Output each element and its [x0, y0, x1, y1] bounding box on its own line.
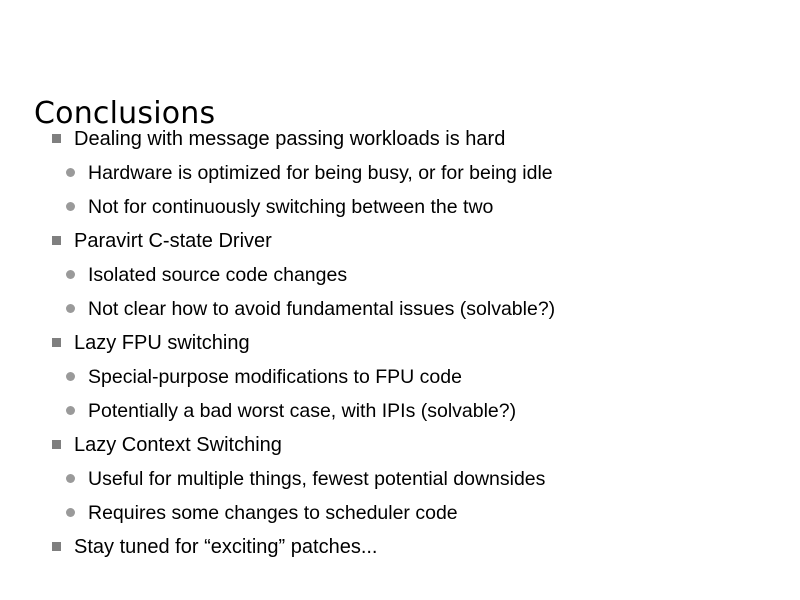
list-item-label: Useful for multiple things, fewest potential downsides [88, 468, 546, 490]
list-item [52, 430, 762, 464]
list-item [52, 192, 762, 226]
list-item [52, 158, 762, 192]
square-marker-icon [52, 440, 61, 449]
list-item [52, 226, 762, 260]
list-item-label: Hardware is optimized for being busy, or for being idle [88, 162, 553, 184]
bullet-list [52, 124, 762, 566]
disc-marker-icon [66, 304, 75, 313]
list-item-label: Not for continuously switching between the two [88, 196, 494, 218]
list-item-label: Dealing with message passing workloads is hard [74, 128, 506, 150]
list-item-label: Lazy FPU switching [74, 332, 250, 354]
page-title: Conclusions [34, 96, 216, 132]
disc-marker-icon [66, 168, 75, 177]
list-item [52, 464, 762, 498]
disc-marker-icon [66, 202, 75, 211]
list-item-label: Isolated source code changes [88, 264, 348, 286]
disc-marker-icon [66, 270, 75, 279]
list-item [52, 328, 762, 362]
list-item-label: Not clear how to avoid fundamental issues (solvable?) [88, 298, 556, 320]
disc-marker-icon [66, 474, 75, 483]
list-item-label: Requires some changes to scheduler code [88, 502, 458, 524]
list-item [52, 294, 762, 328]
list-item-label: Special-purpose modifications to FPU code [88, 366, 462, 388]
list-item [52, 260, 762, 294]
square-marker-icon [52, 338, 61, 347]
list-item [52, 498, 762, 532]
square-marker-icon [52, 542, 61, 551]
square-marker-icon [52, 236, 61, 245]
list-item-label: Potentially a bad worst case, with IPIs (solvable?) [88, 400, 517, 422]
disc-marker-icon [66, 508, 75, 517]
disc-marker-icon [66, 406, 75, 415]
list-item-label: Paravirt C-state Driver [74, 230, 272, 252]
list-item-label: Lazy Context Switching [74, 434, 282, 456]
disc-marker-icon [66, 372, 75, 381]
list-item-label: Stay tuned for “exciting” patches... [74, 536, 378, 558]
list-item [52, 532, 762, 566]
list-item [52, 396, 762, 430]
list-item [52, 124, 762, 158]
square-marker-icon [52, 134, 61, 143]
list-item [52, 362, 762, 396]
